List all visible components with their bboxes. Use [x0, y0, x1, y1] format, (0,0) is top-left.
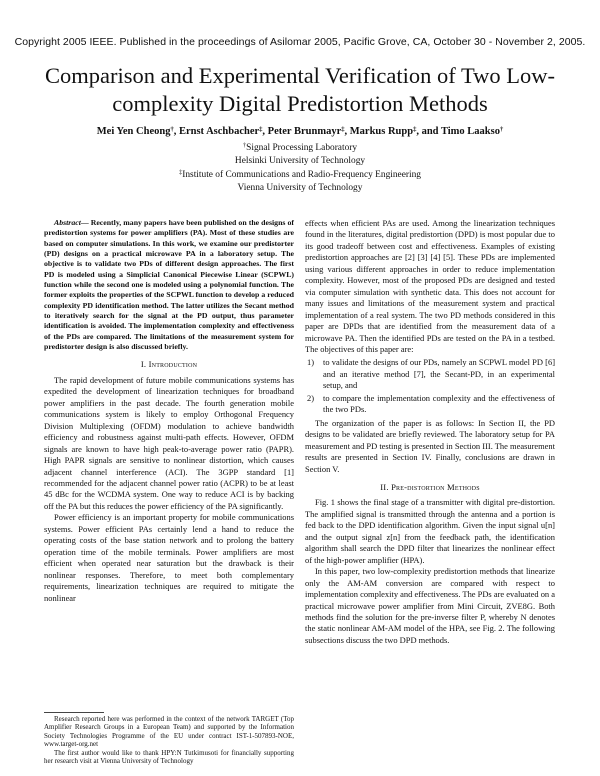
paragraph: effects when efficient PAs are used. Among the linearization techniques found in the literatures, digital predistortion (DPD) is most popular due to its good tradeoff between cost and effectiveness. Examples of existing predistortion approaches are [2] [3] [4] [5]. These PDs are implemented using various different approaches in order to reduce implementation complexity. However, most of the proposed PDs are designed and tested via computer simulation with synthetic data. This does not account for many issues and limitations of the measurement system and practical implementation of a real system. The two PD methods considered in this paper are DPDs that are identified from the measurement data of a microwave PA. Then the identified PDs are tested on the PA in a testbed. The objectives of this paper are:	[305, 218, 555, 354]
paragraph: In this paper, two low-complexity predistortion methods that linearize only the AM-AM conversion are compared with respect to implementation complexity and effectiveness. The PDs are evaluated on a practical microwave power amplifier from Mini Circuit, ZVE8G. Both methods find the solution for the pre-inverse filter P, whereby N denotes the static nonlinear AM-AM model of the HPA, see Fig. 2. The following subsections discuss the two DPD methods.	[305, 566, 555, 645]
author-mark: †	[170, 126, 174, 133]
author-name: Ernst Aschbacher	[178, 126, 260, 137]
affil-university: Helsinki University of Technology	[234, 155, 366, 166]
footnote: The first author would like to thank HPY:N Tutkimusoti for financially supporting her research visit at Vienna University of Technology	[44, 748, 294, 766]
abstract	[44, 218, 294, 352]
author-name: Markus Rupp	[349, 126, 414, 137]
author-mark: †	[500, 126, 504, 133]
author-mark: ‡	[341, 126, 345, 133]
affil-university: Vienna University of Technology	[237, 182, 363, 193]
author-mark: ‡	[413, 126, 417, 133]
affil-institute: Institute of Communications and Radio-Frequency Engineering	[182, 170, 421, 181]
paragraph: Power efficiency is an important property for mobile communications systems. Power efficient PAs certainly lend a hand to reduce the operating costs of the base station network and to prolong the battery operation time of the mobile terminals. Power amplifiers are most efficient when operated near saturation but the drawback is their nonlinear responses. Therefore, to meet both complementary requirements, linearization techniques are required to mitigate the nonlinear	[44, 512, 294, 603]
paragraph: Fig. 1 shows the final stage of a transmitter with digital pre-distortion. The amplified signal is transmitted through the antenna and a portion is fed back to the DPD identification algorithm. Given the input signal u[n] and the output signal z[n] from the feedback path, the identification algorithm shall search the DPD filter that linearizes the nonlinear effect of the high-power amplifier (HPA).	[305, 497, 555, 565]
list-item: 2) to compare the implementation complexity and the effectiveness of the two PDs.	[307, 392, 555, 415]
footnote-rule	[44, 712, 104, 713]
author-name: Peter Brunmayr	[267, 126, 342, 137]
affil-mark: †	[242, 142, 247, 149]
list-item: 1) to validate the designs of our PDs, namely an SCPWL model PD [6] and an iterative method [7], the Secant-PD, in an experimental setup, and	[307, 357, 555, 391]
author-name: Timo Laakso	[440, 126, 500, 137]
abstract-text: — Recently, many papers have been published on the designs of predistortion systems for power amplifiers (PA). Most of these studies are based on computer simulations. In this work, we examine our predistorter (PD) designs on a practical microwave PA in a laboratory setup. The objective is to validate two PDs of different design approaches. The first PD is modeled using a Simplicial Canonical Piecewise Linear (SCPWL) function while the second one is modeled using a polynomial function. The former exploits the properties of the SCPWL function to develop a reduced complexity PD identification method. The latter utilizes the Secant method to iteratively search for the signal at the PD output, thus parameter identification is avoided. The implementation complexity and effectiveness of the PDs are compared. The limitations of the measurement system for predistorter design is also discussed briefly.	[44, 218, 294, 352]
author-mark: ‡	[259, 126, 263, 133]
affil-mark: ‡	[178, 169, 183, 177]
author-name: Mei Yen Cheong	[96, 126, 171, 137]
affil-lab: Signal Processing Laboratory	[246, 143, 358, 153]
section-heading: I. Introduction	[140, 359, 198, 370]
footnote: Research reported here was performed in the context of the network TARGET (Top Amplifier Research Groups in a European Team) and supported by the Information Society Technologies Programme of the EU under contract IST-1-507893-NOE, www.target-org.net	[44, 715, 294, 749]
section-heading: II. Pre-distortion Methods	[380, 481, 480, 492]
abstract-label: Abstract	[54, 218, 81, 227]
paragraph: The organization of the paper is as follows: In Section II, the PD designs to be validated are briefly reviewed. The laboratory setup for PA measurement and PD testing is presented in Section III. The measurement results are presented in Section IV. Finally, conclusions are drawn in Section V.	[305, 417, 555, 474]
left-column	[44, 218, 294, 604]
objectives-list	[305, 357, 555, 415]
right-column	[305, 218, 555, 646]
paper-title: Comparison and Experimental Verification of Two Low-complexity Digital Predistortion Methods	[45, 63, 555, 116]
affiliations	[20, 140, 580, 194]
footnotes	[44, 715, 294, 765]
paragraph: The rapid development of future mobile communications systems has expedited the development of linearization techniques for broadband power amplifiers in the past decade. The fourth generation mobile communications system is likely to employ Orthogonal Frequency Division Multiplexing (OFDM) modulation to achieve bandwidth efficiency and robustness against multi-path effects. However, OFDM signals are known to have high peak-to-average power ratio (PAPR). High PAPR signals are sensitive to nonlinear distortion, which causes adjacent channel interference (ACI). The 3GPP standard [1] recommended for the adjacent channel power ratio (ACPR) to be at least 45 dBc for the WCDMA system. One way to reduce ACI is by backing off the PA but this reduces the power efficiency of the PA significantly.	[44, 374, 294, 511]
author-line: Mei Yen Cheong†, Ernst Aschbacher‡, Peter Brunmayr‡, Markus Rupp‡, and Timo Laakso†	[96, 126, 504, 137]
authors-conjunction: and	[421, 126, 439, 137]
copyright-notice: Copyright 2005 IEEE. Published in the proceedings of Asilomar 2005, Pacific Grove, CA, October 30 - November 2, 2005.	[14, 36, 586, 48]
